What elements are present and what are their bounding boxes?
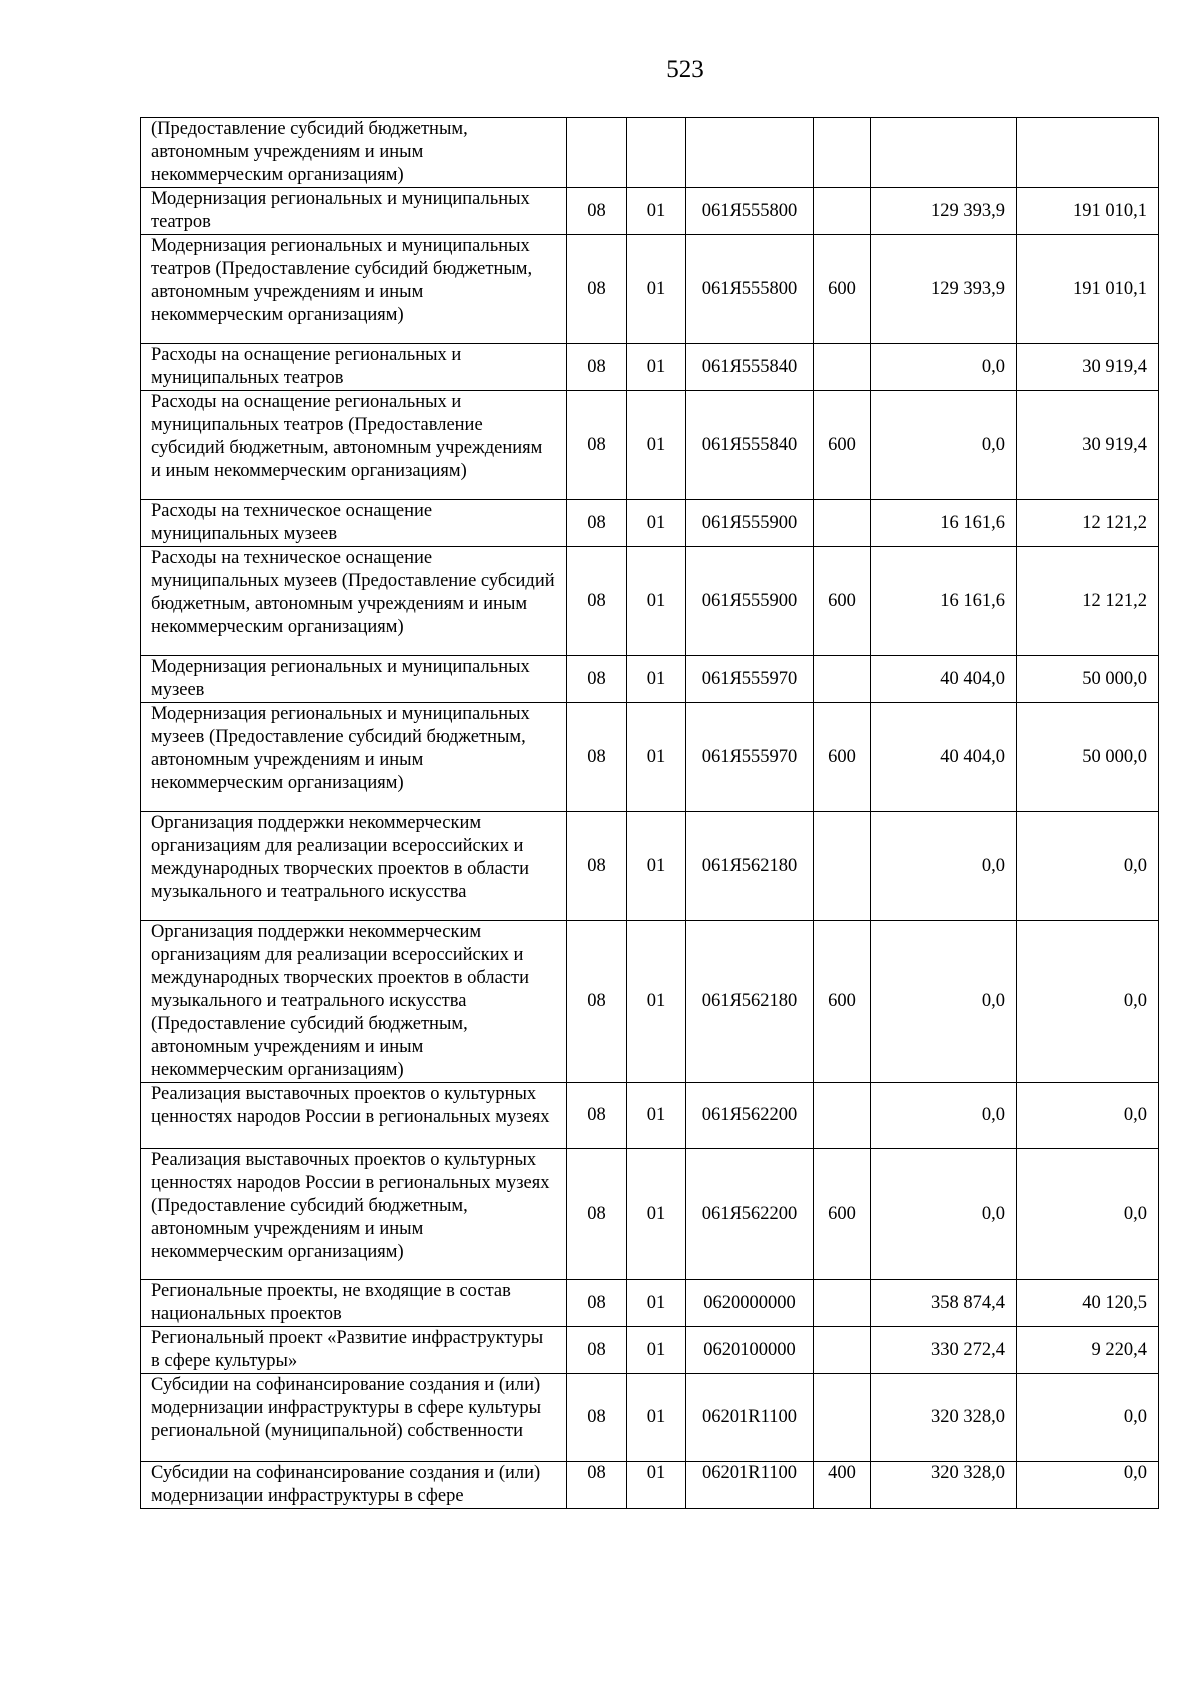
cell-amount-year1: 129 393,9 [871, 235, 1017, 344]
cell-section: 08 [567, 1149, 627, 1280]
cell-name: Модернизация региональных и муниципальных театров (Предоставление субсидий бюджетным, автономным учреждениям и иным некоммерческим организациям) [141, 235, 567, 344]
cell-expense-type: 400 [814, 1462, 871, 1509]
cell-amount-year2 [1017, 118, 1159, 188]
table-row [141, 235, 1159, 344]
cell-expense-type [814, 118, 871, 188]
table-row [141, 703, 1159, 812]
cell-amount-year2: 50 000,0 [1017, 656, 1159, 703]
cell-subsection: 01 [627, 344, 686, 391]
cell-amount-year1: 40 404,0 [871, 656, 1017, 703]
cell-amount-year1: 320 328,0 [871, 1374, 1017, 1462]
cell-target-article: 061Я555840 [686, 344, 814, 391]
table-row [141, 1327, 1159, 1374]
cell-target-article: 061Я555800 [686, 235, 814, 344]
cell-name: Организация поддержки некоммерческим организациям для реализации всероссийских и международных творческих проектов в области музыкального и театрального искусства [141, 812, 567, 921]
cell-amount-year1: 0,0 [871, 391, 1017, 500]
cell-name: (Предоставление субсидий бюджетным, автономным учреждениям и иным некоммерческим организациям) [141, 118, 567, 188]
cell-subsection: 01 [627, 1280, 686, 1327]
cell-target-article: 06201R1100 [686, 1462, 814, 1509]
cell-amount-year2: 0,0 [1017, 812, 1159, 921]
table-row [141, 118, 1159, 188]
cell-subsection: 01 [627, 812, 686, 921]
cell-section: 08 [567, 1280, 627, 1327]
cell-section: 08 [567, 188, 627, 235]
cell-target-article: 06201R1100 [686, 1374, 814, 1462]
table-row [141, 921, 1159, 1083]
cell-expense-type: 600 [814, 547, 871, 656]
cell-section: 08 [567, 812, 627, 921]
table-row [141, 1374, 1159, 1462]
cell-amount-year1: 330 272,4 [871, 1327, 1017, 1374]
table-body [141, 118, 1159, 1509]
cell-amount-year1: 40 404,0 [871, 703, 1017, 812]
cell-section: 08 [567, 547, 627, 656]
cell-amount-year2: 30 919,4 [1017, 391, 1159, 500]
cell-name: Организация поддержки некоммерческим организациям для реализации всероссийских и международных творческих проектов в области музыкального и театрального искусства (Предоставление субсидий бюджетным, автономным учреждениям и иным некоммерческим организациям) [141, 921, 567, 1083]
cell-amount-year2: 50 000,0 [1017, 703, 1159, 812]
cell-target-article: 061Я555970 [686, 656, 814, 703]
table-row [141, 1280, 1159, 1327]
cell-amount-year2: 9 220,4 [1017, 1327, 1159, 1374]
cell-target-article: 061Я555900 [686, 547, 814, 656]
cell-subsection: 01 [627, 235, 686, 344]
table-row [141, 188, 1159, 235]
cell-section: 08 [567, 1462, 627, 1509]
cell-subsection: 01 [627, 921, 686, 1083]
cell-name: Расходы на оснащение региональных и муниципальных театров (Предоставление субсидий бюджетным, автономным учреждениям и иным некоммерческим организациям) [141, 391, 567, 500]
cell-expense-type [814, 344, 871, 391]
cell-amount-year2: 0,0 [1017, 1083, 1159, 1149]
cell-target-article [686, 118, 814, 188]
cell-section: 08 [567, 500, 627, 547]
cell-subsection: 01 [627, 1374, 686, 1462]
cell-subsection: 01 [627, 656, 686, 703]
cell-expense-type: 600 [814, 921, 871, 1083]
table-row [141, 1083, 1159, 1149]
cell-amount-year1: 0,0 [871, 921, 1017, 1083]
cell-amount-year2: 191 010,1 [1017, 235, 1159, 344]
cell-section: 08 [567, 703, 627, 812]
cell-name: Расходы на оснащение региональных и муниципальных театров [141, 344, 567, 391]
table-row [141, 344, 1159, 391]
cell-expense-type [814, 1280, 871, 1327]
cell-section: 08 [567, 1327, 627, 1374]
cell-amount-year2: 0,0 [1017, 1374, 1159, 1462]
cell-subsection: 01 [627, 703, 686, 812]
cell-name: Модернизация региональных и муниципальных театров [141, 188, 567, 235]
cell-subsection: 01 [627, 1149, 686, 1280]
cell-amount-year1: 129 393,9 [871, 188, 1017, 235]
cell-name: Реализация выставочных проектов о культурных ценностях народов России в региональных музеях [141, 1083, 567, 1149]
cell-target-article: 0620000000 [686, 1280, 814, 1327]
table-row [141, 812, 1159, 921]
table-row [141, 656, 1159, 703]
cell-amount-year2: 191 010,1 [1017, 188, 1159, 235]
cell-name: Субсидии на софинансирование создания и (или) модернизации инфраструктуры в сфере культуры региональной (муниципальной) собственности [141, 1374, 567, 1462]
cell-target-article: 061Я562200 [686, 1149, 814, 1280]
cell-amount-year1: 0,0 [871, 1149, 1017, 1280]
cell-amount-year1: 16 161,6 [871, 500, 1017, 547]
cell-subsection: 01 [627, 188, 686, 235]
cell-target-article: 061Я562200 [686, 1083, 814, 1149]
cell-amount-year1: 320 328,0 [871, 1462, 1017, 1509]
cell-expense-type [814, 1374, 871, 1462]
cell-section: 08 [567, 235, 627, 344]
table-row [141, 547, 1159, 656]
cell-amount-year1: 0,0 [871, 812, 1017, 921]
cell-amount-year2: 0,0 [1017, 1462, 1159, 1509]
cell-subsection: 01 [627, 1083, 686, 1149]
cell-amount-year1: 358 874,4 [871, 1280, 1017, 1327]
cell-name: Модернизация региональных и муниципальных музеев (Предоставление субсидий бюджетным, автономным учреждениям и иным некоммерческим организациям) [141, 703, 567, 812]
cell-amount-year2: 0,0 [1017, 1149, 1159, 1280]
table-row [141, 1149, 1159, 1280]
cell-subsection: 01 [627, 547, 686, 656]
cell-amount-year1 [871, 118, 1017, 188]
cell-subsection: 01 [627, 1327, 686, 1374]
page-number: 523 [666, 56, 704, 83]
cell-name: Модернизация региональных и муниципальных музеев [141, 656, 567, 703]
cell-subsection: 01 [627, 391, 686, 500]
cell-subsection: 01 [627, 500, 686, 547]
cell-name: Региональный проект «Развитие инфраструктуры в сфере культуры» [141, 1327, 567, 1374]
table-row [141, 500, 1159, 547]
cell-amount-year2: 12 121,2 [1017, 500, 1159, 547]
cell-target-article: 0620100000 [686, 1327, 814, 1374]
cell-amount-year1: 0,0 [871, 344, 1017, 391]
cell-expense-type [814, 500, 871, 547]
cell-expense-type: 600 [814, 391, 871, 500]
cell-name: Субсидии на софинансирование создания и (или) модернизации инфраструктуры в сфере [141, 1462, 567, 1509]
cell-amount-year1: 16 161,6 [871, 547, 1017, 656]
cell-section: 08 [567, 921, 627, 1083]
cell-section: 08 [567, 1083, 627, 1149]
cell-section: 08 [567, 1374, 627, 1462]
cell-amount-year2: 0,0 [1017, 921, 1159, 1083]
cell-amount-year2: 12 121,2 [1017, 547, 1159, 656]
table-row [141, 1462, 1159, 1509]
cell-name: Расходы на техническое оснащение муниципальных музеев (Предоставление субсидий бюджетным, автономным учреждениям и иным некоммерческим организациям) [141, 547, 567, 656]
cell-expense-type [814, 188, 871, 235]
cell-name: Расходы на техническое оснащение муниципальных музеев [141, 500, 567, 547]
cell-target-article: 061Я555970 [686, 703, 814, 812]
cell-expense-type [814, 812, 871, 921]
cell-section: 08 [567, 344, 627, 391]
budget-table [140, 117, 1159, 1509]
cell-section: 08 [567, 656, 627, 703]
cell-section [567, 118, 627, 188]
cell-expense-type [814, 1083, 871, 1149]
cell-subsection: 01 [627, 1462, 686, 1509]
cell-section: 08 [567, 391, 627, 500]
cell-name: Реализация выставочных проектов о культурных ценностях народов России в региональных музеях (Предоставление субсидий бюджетным, автономным учреждениям и иным некоммерческим организациям) [141, 1149, 567, 1280]
cell-expense-type [814, 1327, 871, 1374]
cell-target-article: 061Я555900 [686, 500, 814, 547]
cell-expense-type: 600 [814, 235, 871, 344]
cell-target-article: 061Я562180 [686, 812, 814, 921]
cell-expense-type: 600 [814, 1149, 871, 1280]
cell-expense-type [814, 656, 871, 703]
cell-subsection [627, 118, 686, 188]
cell-name: Региональные проекты, не входящие в состав национальных проектов [141, 1280, 567, 1327]
cell-amount-year1: 0,0 [871, 1083, 1017, 1149]
cell-expense-type: 600 [814, 703, 871, 812]
cell-target-article: 061Я555800 [686, 188, 814, 235]
cell-target-article: 061Я562180 [686, 921, 814, 1083]
cell-amount-year2: 30 919,4 [1017, 344, 1159, 391]
cell-amount-year2: 40 120,5 [1017, 1280, 1159, 1327]
table-row [141, 391, 1159, 500]
cell-target-article: 061Я555840 [686, 391, 814, 500]
